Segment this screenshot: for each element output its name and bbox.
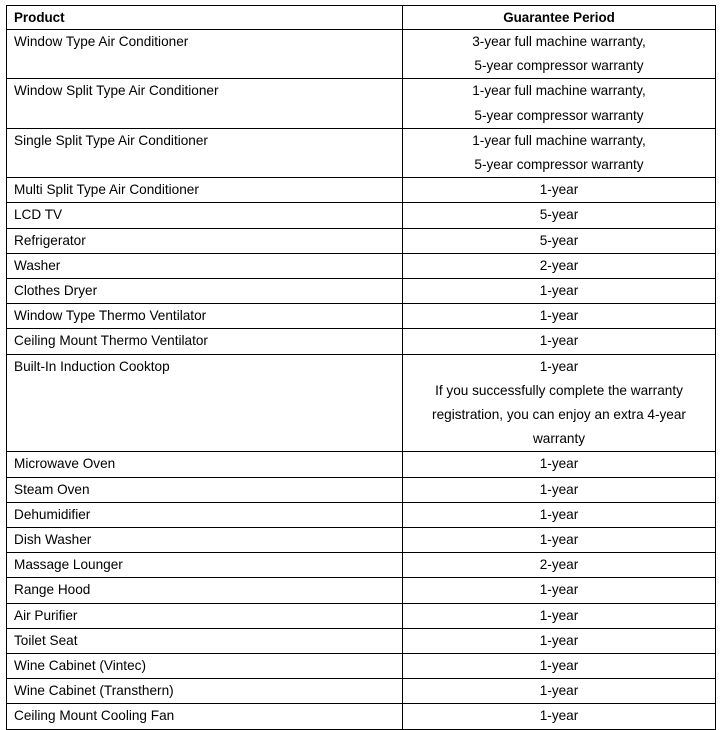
guarantee-period-cell <box>403 354 716 452</box>
guarantee-period-cell <box>403 304 716 329</box>
table-row <box>7 578 716 603</box>
guarantee-period-cell <box>403 279 716 304</box>
guarantee-period-line: 1-year <box>539 582 579 598</box>
product-cell: Air Purifier <box>7 603 403 628</box>
guarantee-period-line: 5-year compressor warranty <box>474 157 644 173</box>
guarantee-period-cell <box>403 128 716 177</box>
product-cell: Clothes Dryer <box>7 279 403 304</box>
product-cell: LCD TV <box>7 203 403 228</box>
guarantee-period-line: 1-year <box>539 283 579 299</box>
guarantee-period-line: 1-year full machine warranty, <box>472 132 646 148</box>
table-row <box>7 603 716 628</box>
table-row <box>7 477 716 502</box>
guarantee-period-cell <box>403 253 716 278</box>
guarantee-period-line: 5-year <box>539 232 579 248</box>
product-cell: Window Type Air Conditioner <box>7 30 403 79</box>
table-row <box>7 329 716 354</box>
guarantee-period-line: 5-year compressor warranty <box>474 58 644 74</box>
guarantee-period-line: 1-year <box>539 308 579 324</box>
guarantee-period-cell <box>403 679 716 704</box>
table-row <box>7 304 716 329</box>
product-cell: Built-In Induction Cooktop <box>7 354 403 452</box>
guarantee-period-line: 2-year <box>539 557 579 573</box>
product-cell: Dish Washer <box>7 528 403 553</box>
table-row <box>7 452 716 477</box>
guarantee-period-cell <box>403 203 716 228</box>
guarantee-period-cell <box>403 528 716 553</box>
table-header-row <box>7 6 716 30</box>
guarantee-period-line: 1-year <box>539 358 579 374</box>
product-cell: Massage Lounger <box>7 553 403 578</box>
guarantee-period-line: 1-year <box>539 658 579 674</box>
table-row <box>7 128 716 177</box>
table-row <box>7 203 716 228</box>
product-cell: Wine Cabinet (Vintec) <box>7 654 403 679</box>
guarantee-period-line: 1-year <box>539 708 579 724</box>
table-body <box>7 30 716 730</box>
product-cell: Ceiling Mount Thermo Ventilator <box>7 329 403 354</box>
product-cell: Steam Oven <box>7 477 403 502</box>
table-row <box>7 279 716 304</box>
table-row <box>7 30 716 79</box>
guarantee-period-line: 1-year <box>539 683 579 699</box>
guarantee-period-line: 1-year <box>539 607 579 623</box>
guarantee-period-line: 1-year <box>539 182 579 198</box>
guarantee-period-cell <box>403 178 716 203</box>
guarantee-period-cell <box>403 704 716 729</box>
guarantee-period-cell <box>403 452 716 477</box>
guarantee-period-line: 5-year compressor warranty <box>474 107 644 123</box>
table-row <box>7 354 716 452</box>
product-cell: Window Split Type Air Conditioner <box>7 79 403 128</box>
guarantee-period-cell <box>403 628 716 653</box>
guarantee-period-cell <box>403 477 716 502</box>
guarantee-period-line: warranty <box>532 431 586 447</box>
guarantee-period-line: 2-year <box>539 257 579 273</box>
guarantee-period-line: 1-year <box>539 456 579 472</box>
guarantee-period-line: 1-year <box>539 506 579 522</box>
table-row <box>7 654 716 679</box>
table-row <box>7 253 716 278</box>
guarantee-period-cell <box>403 553 716 578</box>
product-cell: Refrigerator <box>7 228 403 253</box>
product-cell: Toilet Seat <box>7 628 403 653</box>
guarantee-period-cell <box>403 654 716 679</box>
table-row <box>7 502 716 527</box>
guarantee-period-line: 1-year <box>539 481 579 497</box>
table-row <box>7 178 716 203</box>
guarantee-period-line: 1-year <box>539 532 579 548</box>
product-cell: Single Split Type Air Conditioner <box>7 128 403 177</box>
product-cell: Window Type Thermo Ventilator <box>7 304 403 329</box>
product-cell: Range Hood <box>7 578 403 603</box>
product-cell: Microwave Oven <box>7 452 403 477</box>
guarantee-period-cell <box>403 502 716 527</box>
guarantee-period-line: If you successfully complete the warranty <box>435 382 683 398</box>
table-row <box>7 628 716 653</box>
product-cell: Washer <box>7 253 403 278</box>
header-guarantee-period: Guarantee Period <box>403 6 716 30</box>
guarantee-period-line: 5-year <box>539 207 579 223</box>
guarantee-period-cell <box>403 228 716 253</box>
guarantee-period-cell <box>403 603 716 628</box>
warranty-table <box>6 5 716 730</box>
product-cell: Wine Cabinet (Transthern) <box>7 679 403 704</box>
guarantee-period-line: registration, you can enjoy an extra 4-year <box>432 407 686 423</box>
guarantee-period-line: 1-year full machine warranty, <box>472 83 646 99</box>
table-row <box>7 553 716 578</box>
guarantee-period-line: 1-year <box>539 333 579 349</box>
guarantee-period-cell <box>403 30 716 79</box>
table-row <box>7 228 716 253</box>
guarantee-period-line: 3-year full machine warranty, <box>472 34 646 49</box>
product-cell: Ceiling Mount Cooling Fan <box>7 704 403 729</box>
guarantee-period-cell <box>403 578 716 603</box>
table-row <box>7 704 716 729</box>
guarantee-period-line: 1-year <box>539 632 579 648</box>
product-cell: Dehumidifier <box>7 502 403 527</box>
product-cell: Multi Split Type Air Conditioner <box>7 178 403 203</box>
table-row <box>7 528 716 553</box>
table-row <box>7 79 716 128</box>
guarantee-period-cell <box>403 79 716 128</box>
header-product: Product <box>7 6 403 30</box>
table-row <box>7 679 716 704</box>
guarantee-period-cell <box>403 329 716 354</box>
